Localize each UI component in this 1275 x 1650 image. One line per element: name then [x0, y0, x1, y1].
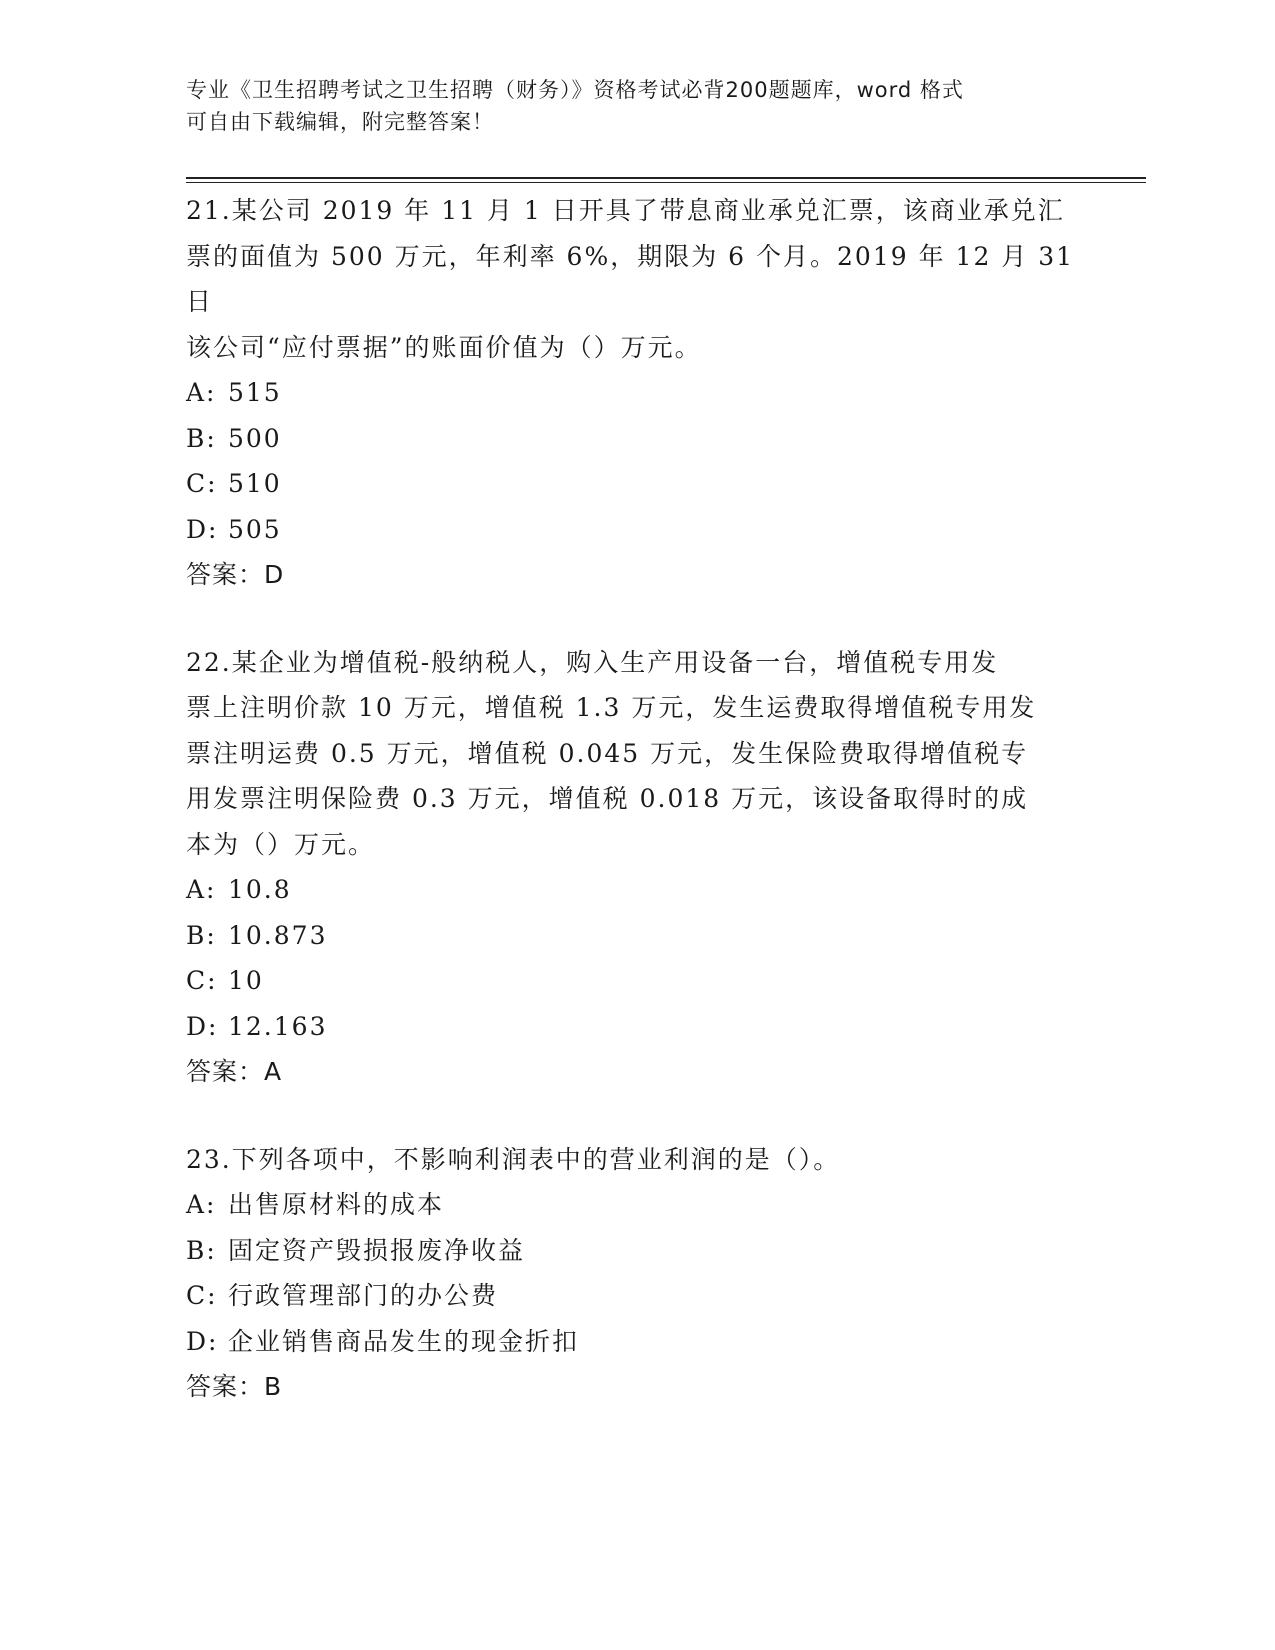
- option-key: D:: [186, 514, 219, 544]
- question-stem-line: 23.下列各项中，不影响利润表中的营业利润的是（）。: [186, 1144, 841, 1174]
- question-23: [186, 1137, 1086, 1410]
- answer-line: 答案：B: [186, 1372, 283, 1401]
- option-text: 12.163: [228, 1011, 328, 1041]
- option-c: [186, 1273, 1086, 1319]
- option-text: 出售原材料的成本: [228, 1190, 445, 1219]
- document-header: [186, 74, 1066, 138]
- question-stem-line: 21.某公司 2019 年 11 月 1 日开具了带息商业承兑汇票，该商业承兑汇: [186, 196, 1065, 225]
- question-stem-line: 票上注明价款 10 万元，增值税 1.3 万元，发生运费取得增值税专用发: [186, 693, 1037, 722]
- option-key: D:: [186, 1011, 219, 1041]
- option-d: [186, 1319, 1086, 1365]
- option-b: [186, 913, 1086, 959]
- question-stem-line: 票注明运费 0.5 万元，增值税 0.045 万元，发生保险费取得增值税专: [186, 738, 1029, 768]
- question-22: [186, 640, 1086, 1095]
- option-b: [186, 416, 1086, 462]
- option-b: [186, 1228, 1086, 1274]
- option-c: [186, 461, 1086, 507]
- question-stem-line: 票的面值为 500 万元，年利率 6%，期限为 6 个月。2019 年 12 月 31 日: [186, 241, 1075, 316]
- option-a: [186, 1182, 1086, 1228]
- option-key: A:: [186, 378, 217, 407]
- option-text: 行政管理部门的办公费: [228, 1281, 499, 1310]
- option-a: [186, 867, 1086, 913]
- header-divider-thin: [186, 182, 1146, 183]
- answer-line: 答案：A: [186, 1057, 283, 1086]
- option-d: [186, 507, 1086, 553]
- header-line: 专业《卫生招聘考试之卫生招聘（财务）》资格考试必背200题题库，word 格式: [186, 78, 964, 102]
- question-stem-line: 用发票注明保险费 0.3 万元，增值税 0.018 万元，该设备取得时的成: [186, 784, 1029, 813]
- option-key: B:: [186, 423, 217, 453]
- option-key: D:: [186, 1326, 219, 1356]
- question-stem-line: 该公司“应付票据”的账面价值为（）万元。: [186, 332, 702, 362]
- option-text: 500: [228, 423, 282, 453]
- option-text: 固定资产毁损报废净收益: [228, 1235, 526, 1265]
- option-key: A:: [186, 1190, 217, 1219]
- option-text: 10.873: [228, 920, 328, 950]
- question-list: [186, 188, 1086, 1452]
- question-stem-line: 22.某企业为增值税-般纳税人，购入生产用设备一台，增值税专用发: [186, 647, 999, 677]
- option-key: C:: [186, 1281, 218, 1310]
- header-line: 可自由下载编辑，附完整答案！: [186, 110, 494, 134]
- option-key: B:: [186, 920, 217, 950]
- option-key: A:: [186, 875, 217, 904]
- option-key: C:: [186, 469, 218, 498]
- option-key: C:: [186, 966, 218, 995]
- option-text: 企业销售商品发生的现金折扣: [228, 1326, 580, 1356]
- option-c: [186, 958, 1086, 1004]
- option-key: B:: [186, 1235, 217, 1265]
- question-stem-line: 本为（）万元。: [186, 829, 376, 859]
- option-text: 515: [228, 378, 282, 407]
- option-text: 10.8: [228, 875, 292, 904]
- answer-line: 答案：D: [186, 560, 285, 589]
- option-d: [186, 1004, 1086, 1050]
- option-text: 10: [228, 966, 264, 995]
- question-21: [186, 188, 1086, 598]
- option-text: 505: [228, 514, 282, 544]
- option-a: [186, 370, 1086, 416]
- header-divider-thick: [186, 177, 1146, 179]
- option-text: 510: [228, 469, 282, 498]
